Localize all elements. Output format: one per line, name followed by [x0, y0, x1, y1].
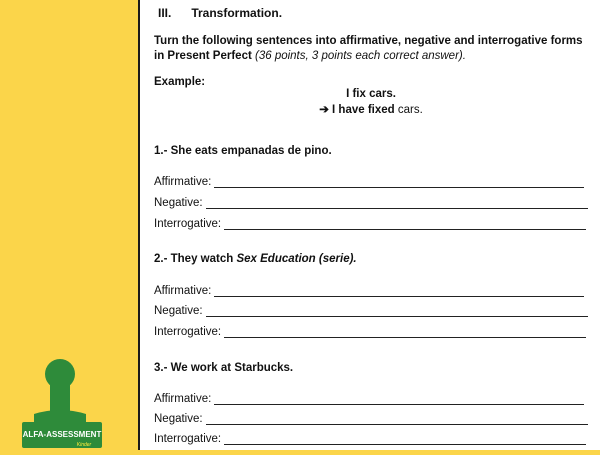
answer-line[interactable] [206, 414, 588, 425]
question-text: We work at Starbucks. [170, 362, 294, 374]
instructions-points: (36 points, 3 points each correct answer). [255, 50, 466, 62]
example-answer-rest: cars. [397, 104, 423, 116]
answer-row-affirmative[interactable] [154, 393, 584, 405]
answer-row-interrogative[interactable] [154, 326, 586, 338]
answer-row-negative[interactable] [154, 197, 588, 209]
question-number: 3.- [154, 362, 168, 374]
section-heading [158, 6, 282, 20]
question-number: 1.- [154, 145, 168, 157]
instructions [154, 34, 584, 64]
answer-label: Interrogative: [154, 433, 222, 445]
answer-label: Negative: [154, 413, 203, 425]
arrow-icon: ➔ [319, 104, 329, 116]
section-title: Transformation. [191, 6, 283, 20]
answer-row-interrogative[interactable] [154, 218, 586, 230]
alfa-assessment-logo [0, 356, 138, 450]
question-2 [154, 253, 357, 265]
answer-line[interactable] [214, 286, 584, 297]
instructions-text: Turn the following sentences into affirmative, negative and interrogative forms in Present Perfect [154, 35, 583, 62]
svg-text:ALFA-ASSESSMENT: ALFA-ASSESSMENT [22, 430, 102, 439]
example-sentence: I fix cars. [346, 88, 396, 100]
answer-row-negative[interactable] [154, 413, 588, 425]
question-number: 2.- [154, 253, 168, 265]
section-number: III. [158, 6, 172, 20]
example-answer [140, 102, 600, 116]
answer-line[interactable] [206, 198, 588, 209]
answer-row-affirmative[interactable] [154, 176, 584, 188]
answer-label: Affirmative: [154, 393, 212, 405]
answer-line[interactable] [214, 394, 584, 405]
answer-label: Negative: [154, 197, 203, 209]
answer-label: Affirmative: [154, 285, 212, 297]
answer-label: Negative: [154, 305, 203, 317]
answer-line[interactable] [224, 219, 586, 230]
answer-label: Interrogative: [154, 218, 222, 230]
answer-label: Interrogative: [154, 326, 222, 338]
question-1 [154, 145, 332, 157]
answer-label: Affirmative: [154, 176, 212, 188]
svg-text:Kinder: Kinder [76, 442, 92, 448]
answer-line[interactable] [214, 177, 584, 188]
answer-row-affirmative[interactable] [154, 285, 584, 297]
answer-line[interactable] [224, 434, 586, 445]
question-text: They watch [170, 253, 234, 265]
question-3 [154, 362, 293, 374]
worksheet-page [138, 0, 600, 450]
question-italic-text: Sex Education (serie). [236, 253, 357, 265]
example-label: Example: [154, 76, 206, 88]
answer-line[interactable] [206, 306, 588, 317]
example-answer-bold: I have fixed [332, 104, 395, 116]
answer-row-negative[interactable] [154, 305, 588, 317]
answer-row-interrogative[interactable] [154, 433, 586, 445]
question-text: She eats empanadas de pino. [170, 145, 332, 157]
answer-line[interactable] [224, 327, 586, 338]
